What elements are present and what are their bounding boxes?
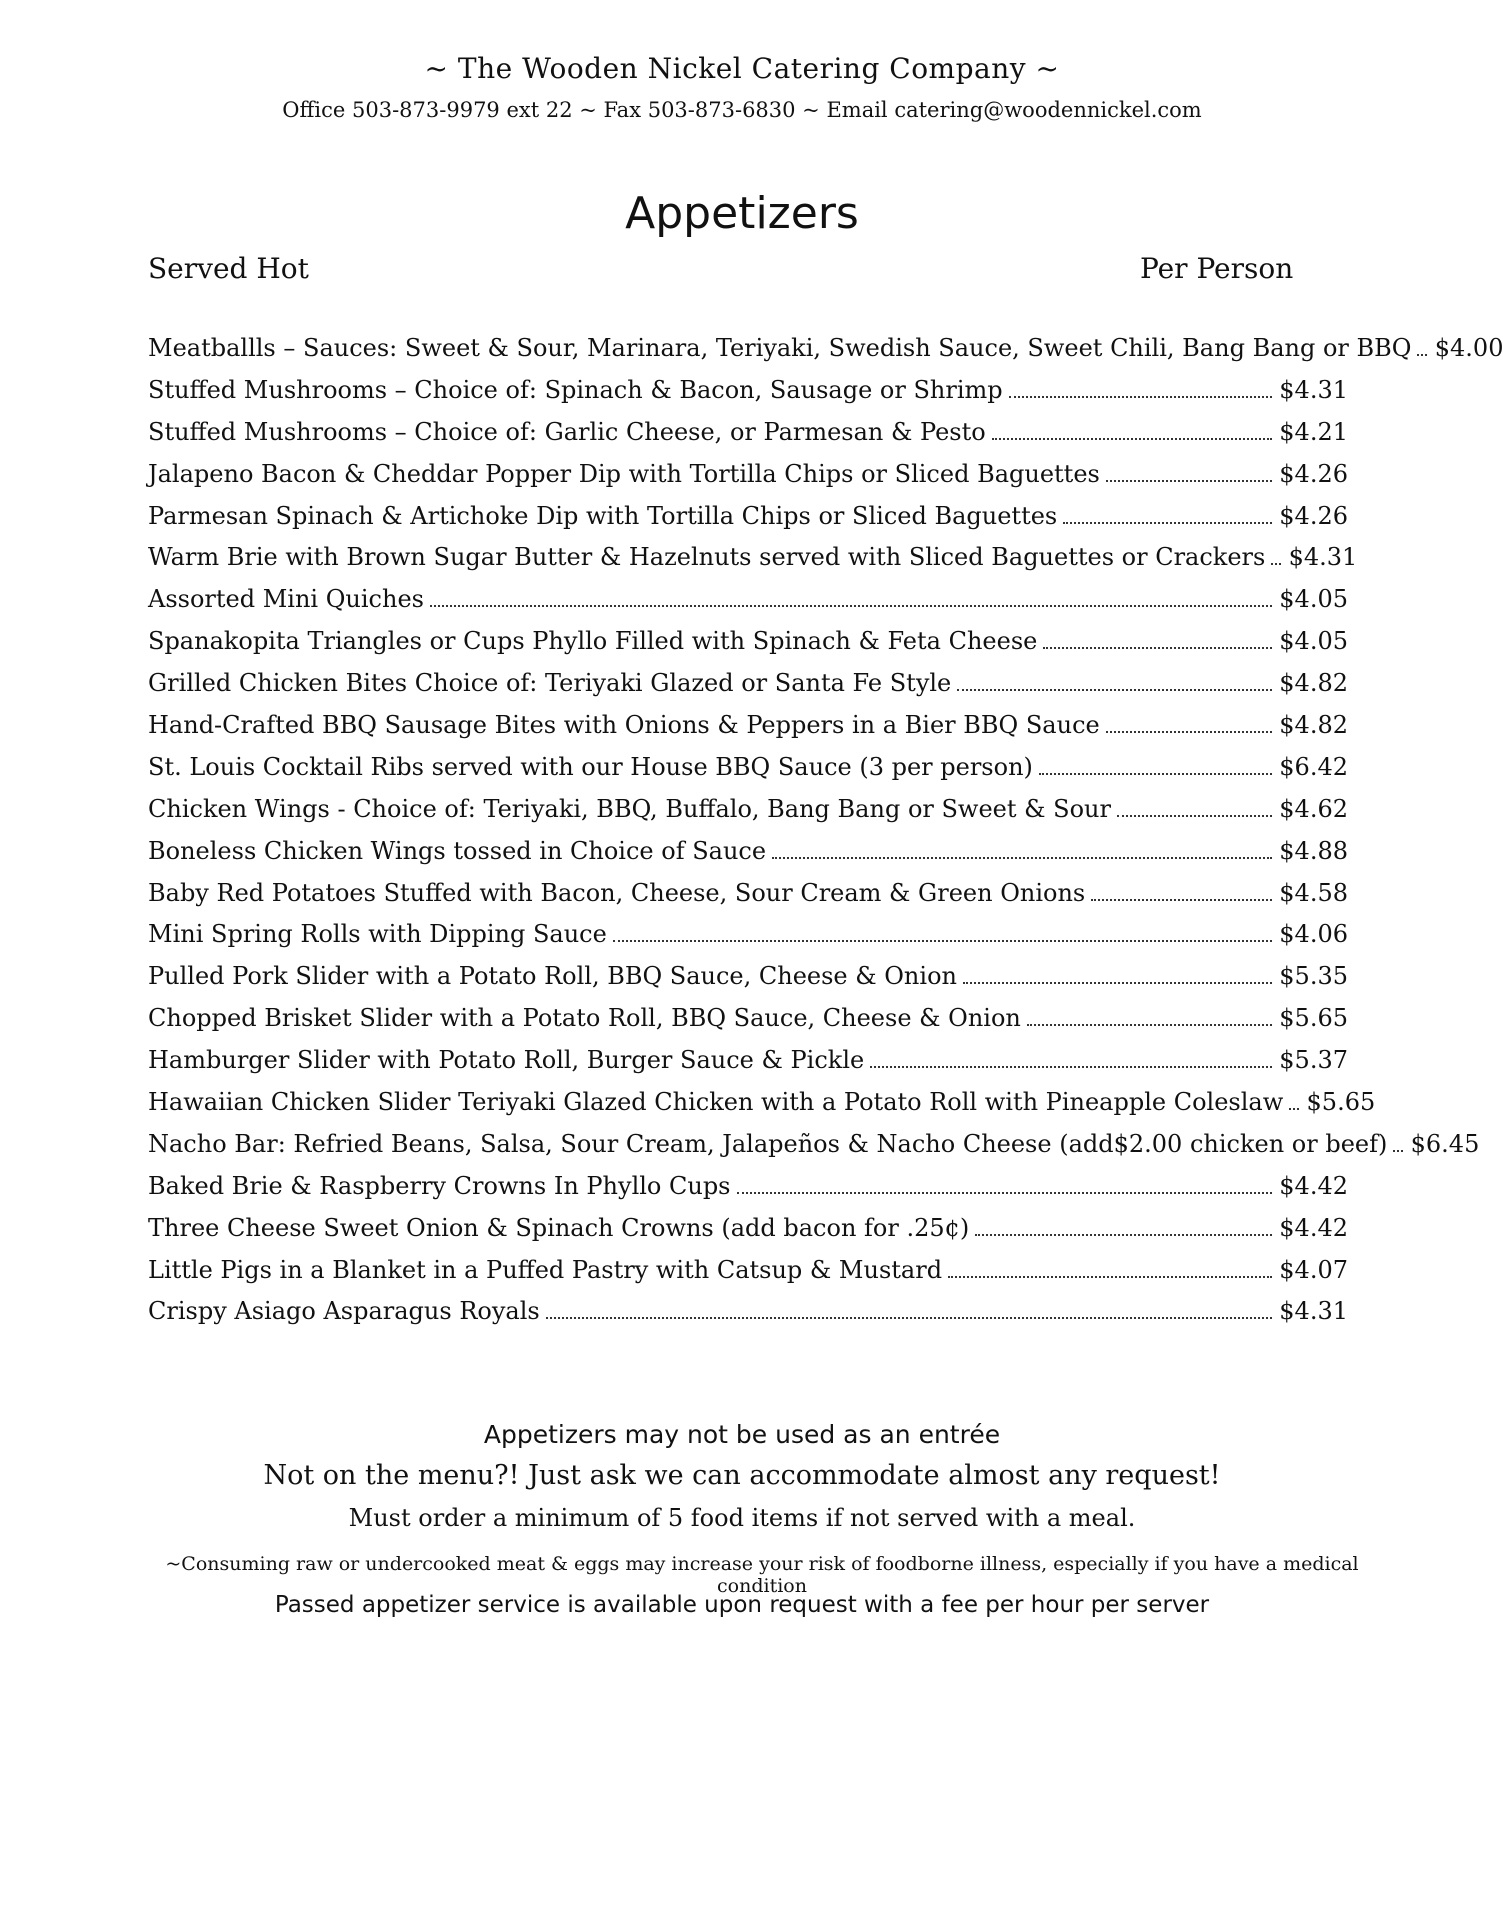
menu-item-price: $4.06 xyxy=(1279,920,1348,949)
menu-item xyxy=(148,1297,1348,1339)
menu-item-price: $5.35 xyxy=(1279,962,1348,991)
dot-leader xyxy=(1393,1149,1403,1152)
menu-item-name: St. Louis Cocktail Ribs served with our House BBQ Sauce (3 per person) xyxy=(148,752,1033,781)
menu-item-price: $4.00 xyxy=(1434,334,1503,362)
menu-item xyxy=(148,460,1348,502)
menu-item-name: Grilled Chicken Bites Choice of: Teriyaki Glazed or Santa Fe Style xyxy=(148,669,952,698)
entree-note: Appetizers may not be used as an entrée xyxy=(483,1420,1001,1449)
menu-item xyxy=(148,502,1348,544)
menu-item-price: $4.07 xyxy=(1279,1255,1348,1284)
dot-leader xyxy=(1063,521,1272,524)
dot-leader xyxy=(1106,730,1272,733)
menu-item xyxy=(148,585,1348,627)
menu-item-name: Meatballls – Sauces: Sweet & Sour, Marinara, Teriyaki, Swedish Sauce, Sweet Chili, Bang Bang or BBQ xyxy=(148,334,1412,362)
contact-line: Office 503-873-9979 ext 22 ~ Fax 503-873-6830 ~ Email catering@woodennickel.com xyxy=(282,98,1202,122)
dot-leader xyxy=(963,981,1272,984)
menu-item xyxy=(148,962,1348,1004)
menu-item-price: $4.26 xyxy=(1279,459,1348,488)
menu-item xyxy=(148,376,1348,418)
menu-item-name: Chicken Wings - Choice of: Teriyaki, BBQ, Buffalo, Bang Bang or Sweet & Sour xyxy=(148,794,1111,823)
dot-leader xyxy=(772,856,1272,859)
served-hot-label: Served Hot xyxy=(148,252,309,285)
dot-leader xyxy=(430,604,1272,607)
menu-item-name: Parmesan Spinach & Artichoke Dip with Tortilla Chips or Sliced Baguettes xyxy=(148,501,1058,530)
dot-leader xyxy=(1009,395,1272,398)
menu-item-name: Hamburger Slider with Potato Roll, Burger Sauce & Pickle xyxy=(148,1046,865,1075)
dot-leader xyxy=(1091,898,1272,901)
menu-item-price: $4.58 xyxy=(1279,878,1348,907)
dot-leader xyxy=(1043,646,1272,649)
menu-item xyxy=(148,711,1348,753)
dot-leader xyxy=(613,939,1272,942)
menu-item xyxy=(148,1256,1348,1298)
menu-item xyxy=(148,334,1503,376)
menu-item-price: $4.05 xyxy=(1279,627,1348,656)
menu-item-name: Chopped Brisket Slider with a Potato Roll, BBQ Sauce, Cheese & Onion xyxy=(148,1004,1021,1033)
menu-list xyxy=(148,334,1503,1339)
minimum-note: Must order a minimum of 5 food items if not served with a meal. xyxy=(348,1504,1136,1532)
menu-item-name: Pulled Pork Slider with a Potato Roll, BBQ Sauce, Cheese & Onion xyxy=(148,962,957,991)
menu-item xyxy=(148,1046,1348,1088)
menu-item-name: Nacho Bar: Refried Beans, Salsa, Sour Cream, Jalapeños & Nacho Cheese (add$2.00 chicken or beef) xyxy=(148,1129,1388,1158)
dot-leader xyxy=(546,1316,1272,1319)
menu-item xyxy=(148,920,1348,962)
menu-item xyxy=(148,753,1348,795)
menu-item xyxy=(148,1172,1348,1214)
dot-leader xyxy=(737,1191,1273,1194)
menu-item xyxy=(148,1129,1480,1172)
menu-item xyxy=(148,795,1348,837)
menu-item-name: Stuffed Mushrooms – Choice of: Spinach & Bacon, Sausage or Shrimp xyxy=(148,375,1003,404)
menu-item-name: Baked Brie & Raspberry Crowns In Phyllo Cups xyxy=(148,1171,731,1200)
menu-item xyxy=(148,1214,1348,1256)
menu-item-name: Hand-Crafted BBQ Sausage Bites with Onions & Peppers in a Bier BBQ Sauce xyxy=(148,711,1100,740)
menu-item-price: $4.82 xyxy=(1279,711,1348,740)
request-note: Not on the menu?! Just ask we can accommodate almost any request! xyxy=(263,1460,1221,1491)
menu-item xyxy=(148,543,1358,585)
menu-item-price: $5.65 xyxy=(1279,1004,1348,1033)
dot-leader xyxy=(1039,772,1272,775)
menu-item-price: $4.26 xyxy=(1279,501,1348,530)
menu-item-name: Stuffed Mushrooms – Choice of: Garlic Cheese, or Parmesan & Pesto xyxy=(148,417,986,446)
menu-item-name: Three Cheese Sweet Onion & Spinach Crowns (add bacon for .25¢) xyxy=(148,1213,970,1242)
menu-item-price: $4.05 xyxy=(1279,585,1348,614)
dot-leader xyxy=(992,437,1272,440)
menu-item-price: $4.42 xyxy=(1279,1171,1348,1200)
dot-leader xyxy=(975,1233,1272,1236)
dot-leader xyxy=(948,1275,1272,1278)
menu-item-price: $4.42 xyxy=(1279,1213,1348,1242)
menu-item xyxy=(148,627,1348,669)
menu-item-name: Little Pigs in a Blanket in a Puffed Pastry with Catsup & Mustard xyxy=(148,1255,943,1284)
menu-item-name: Crispy Asiago Asparagus Royals xyxy=(148,1297,540,1326)
dot-leader xyxy=(1417,353,1427,356)
menu-item-name: Mini Spring Rolls with Dipping Sauce xyxy=(148,920,607,949)
menu-item-name: Hawaiian Chicken Slider Teriyaki Glazed Chicken with a Potato Roll with Pineapple Coleslaw xyxy=(148,1088,1284,1117)
dot-leader xyxy=(1117,814,1272,817)
menu-item-name: Warm Brie with Brown Sugar Butter & Hazelnuts served with Sliced Baguettes or Crackers xyxy=(148,543,1266,572)
menu-item xyxy=(148,1004,1348,1046)
menu-item-price: $4.31 xyxy=(1279,1297,1348,1326)
menu-item-name: Assorted Mini Quiches xyxy=(148,585,424,614)
menu-item-name: Jalapeno Bacon & Cheddar Popper Dip with Tortilla Chips or Sliced Baguettes xyxy=(148,459,1100,488)
menu-item-price: $5.37 xyxy=(1279,1046,1348,1075)
menu-item-price: $6.42 xyxy=(1279,752,1348,781)
dot-leader xyxy=(870,1065,1272,1068)
menu-item-name: Baby Red Potatoes Stuffed with Bacon, Cheese, Sour Cream & Green Onions xyxy=(148,878,1086,907)
company-name: ~ The Wooden Nickel Catering Company ~ xyxy=(424,52,1060,85)
menu-item-price: $4.31 xyxy=(1279,375,1348,404)
dot-leader xyxy=(1106,479,1272,482)
menu-item xyxy=(148,1088,1376,1130)
dot-leader xyxy=(1271,562,1281,565)
menu-item xyxy=(148,879,1348,921)
health-warning: ~Consuming raw or undercooked meat & eggs may increase your risk of foodborne illness, especially if you have a medical condition xyxy=(165,1553,1359,1597)
menu-item-price: $4.82 xyxy=(1279,669,1348,698)
passed-service-note: Passed appetizer service is available upon request with a fee per hour per server xyxy=(274,1592,1210,1618)
menu-item-price: $4.88 xyxy=(1279,836,1348,865)
dot-leader xyxy=(1027,1023,1272,1026)
menu-item-price: $6.45 xyxy=(1410,1129,1480,1158)
menu-item-name: Boneless Chicken Wings tossed in Choice of Sauce xyxy=(148,836,767,865)
menu-item xyxy=(148,669,1348,711)
menu-item xyxy=(148,837,1348,879)
menu-item xyxy=(148,418,1348,460)
dot-leader xyxy=(1289,1107,1299,1110)
menu-item-price: $4.21 xyxy=(1279,417,1348,446)
menu-item-name: Spanakopita Triangles or Cups Phyllo Filled with Spinach & Feta Cheese xyxy=(148,627,1038,656)
page-title: Appetizers xyxy=(625,188,859,239)
menu-item-price: $5.65 xyxy=(1306,1088,1376,1117)
menu-item-price: $4.62 xyxy=(1279,794,1348,823)
dot-leader xyxy=(957,688,1272,691)
per-person-label: Per Person xyxy=(1140,252,1294,285)
menu-item-price: $4.31 xyxy=(1288,543,1358,572)
